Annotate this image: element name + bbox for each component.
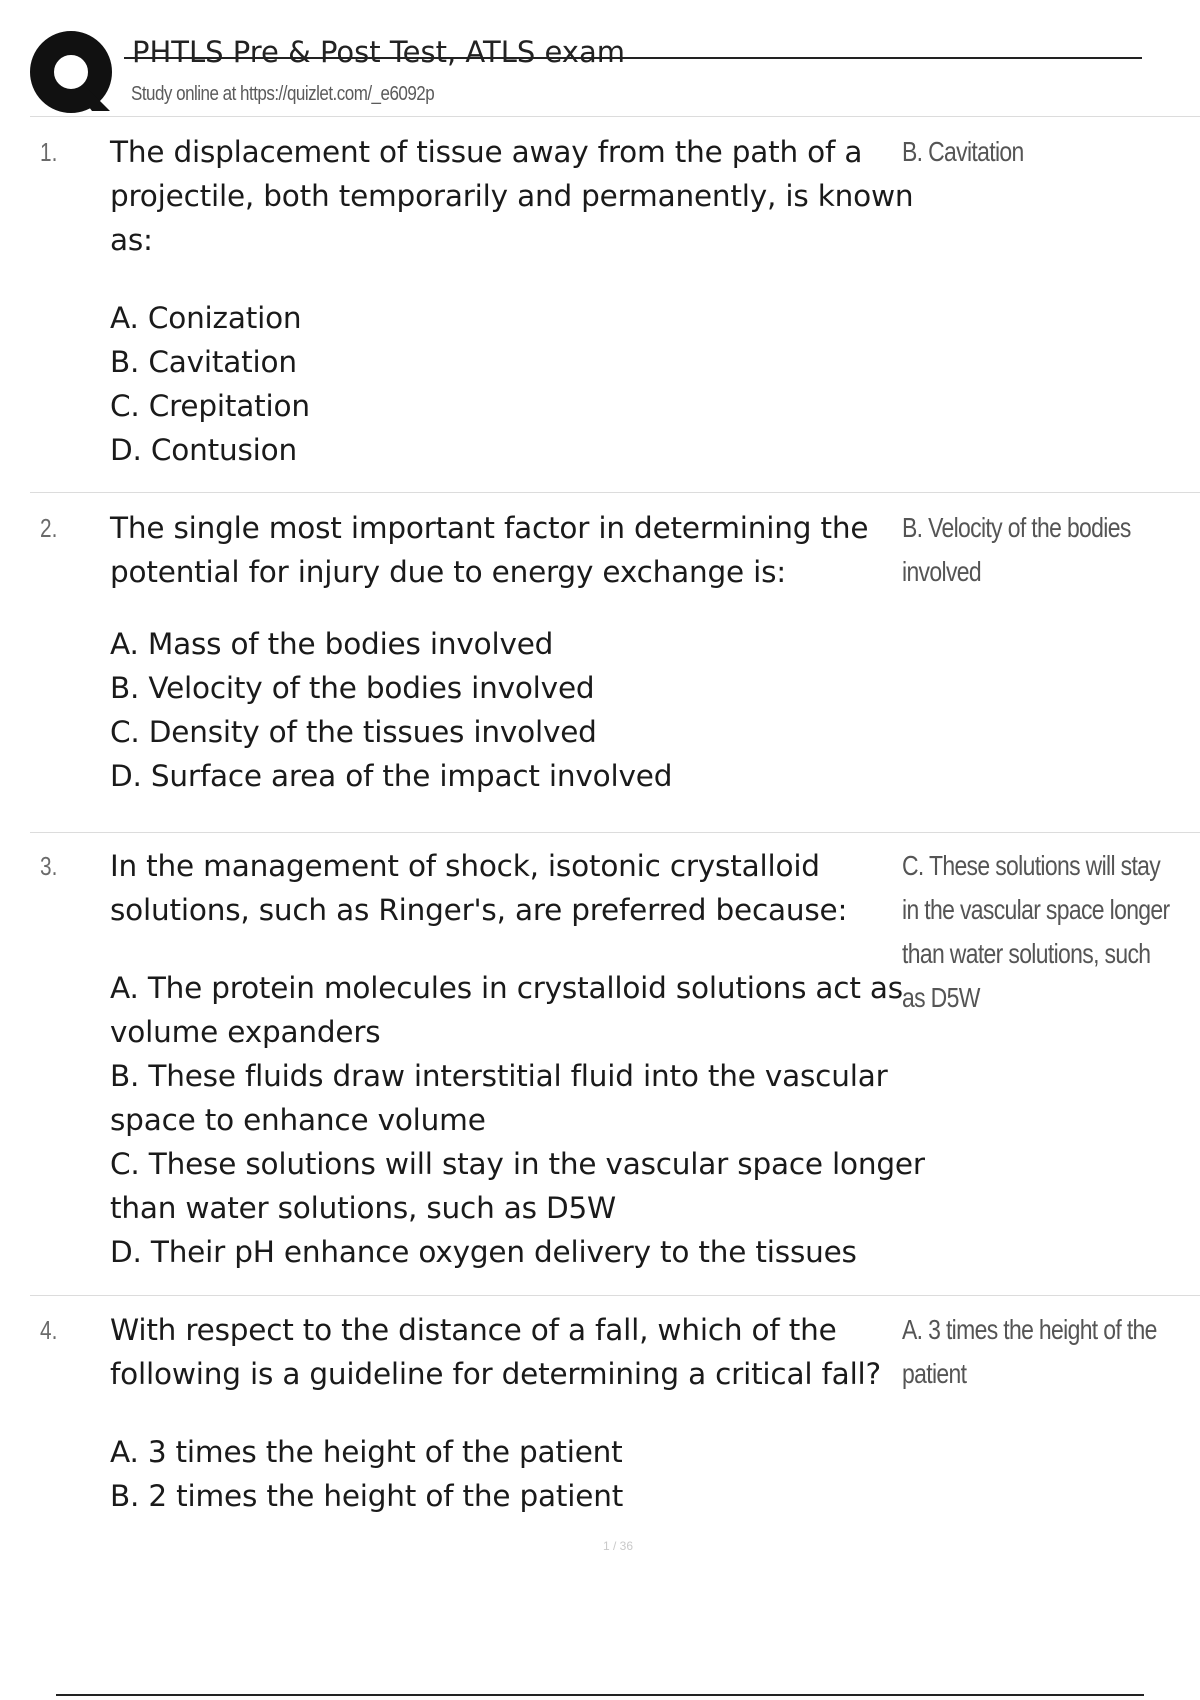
quizlet-logo-icon: [30, 31, 112, 113]
option-a: A. Conization: [110, 301, 302, 335]
option-b: B. Velocity of the bodies involved: [110, 671, 595, 705]
option-d: D. Surface area of the impact involved: [110, 759, 673, 793]
question-text: With respect to the distance of a fall, which of the following is a guideline for determining a critical fall?: [110, 1313, 882, 1391]
option-c: C. Density of the tissues involved: [110, 715, 597, 749]
question-text: The single most important factor in determining the potential for injury due to energy exchange is:: [110, 511, 869, 589]
card-answer: [902, 130, 1173, 174]
question-text: In the management of shock, isotonic crystalloid solutions, such as Ringer's, are preferred because:: [110, 849, 848, 927]
page-number: 1 / 36: [603, 1539, 634, 1553]
card-answer: [902, 844, 1173, 1020]
card-question: [110, 506, 930, 798]
option-c: C. Crepitation: [110, 389, 310, 423]
option-d: D. Their pH enhance oxygen delivery to the tissues: [110, 1235, 857, 1269]
option-c: C. These solutions will stay in the vascular space longer than water solutions, such as D5W: [110, 1147, 925, 1225]
card-number: 1.: [40, 137, 58, 167]
option-a: A. 3 times the height of the patient: [110, 1435, 623, 1469]
option-b: B. 2 times the height of the patient: [110, 1479, 624, 1513]
answer-text: C. These solutions will stay in the vascular space longer than water solutions, such as D5W: [902, 850, 1170, 1013]
card-divider: [30, 1295, 1200, 1296]
bottom-rule: [56, 1694, 1144, 1696]
answer-text: B. Cavitation: [902, 136, 1024, 167]
study-online-link-text[interactable]: Study online at https://quizlet.com/_e6092p: [131, 83, 435, 105]
card-answer: [902, 506, 1173, 594]
document-title: PHTLS Pre & Post Test, ATLS exam: [132, 35, 625, 69]
card-question: [110, 130, 930, 472]
option-d: D. Contusion: [110, 433, 297, 467]
card-divider: [30, 492, 1200, 493]
card-number: 2.: [40, 513, 58, 543]
card-question: [110, 844, 930, 1274]
card-answer: [902, 1308, 1173, 1396]
question-text: The displacement of tissue away from the path of a projectile, both temporarily and permanently, is known as:: [110, 135, 914, 257]
option-b: B. These fluids draw interstitial fluid into the vascular space to enhance volume: [110, 1059, 888, 1137]
card-divider: [30, 832, 1200, 833]
option-a: A. Mass of the bodies involved: [110, 627, 554, 661]
option-a: A. The protein molecules in crystalloid solutions act as volume expanders: [110, 971, 903, 1049]
header-divider: [30, 116, 1200, 117]
card-number: 3.: [40, 851, 58, 881]
answer-text: A. 3 times the height of the patient: [902, 1314, 1157, 1389]
card-question: [110, 1308, 930, 1518]
title-strikethrough-rule: [124, 57, 1142, 59]
card-number: 4.: [40, 1315, 58, 1345]
option-b: B. Cavitation: [110, 345, 297, 379]
answer-text: B. Velocity of the bodies involved: [902, 512, 1131, 587]
